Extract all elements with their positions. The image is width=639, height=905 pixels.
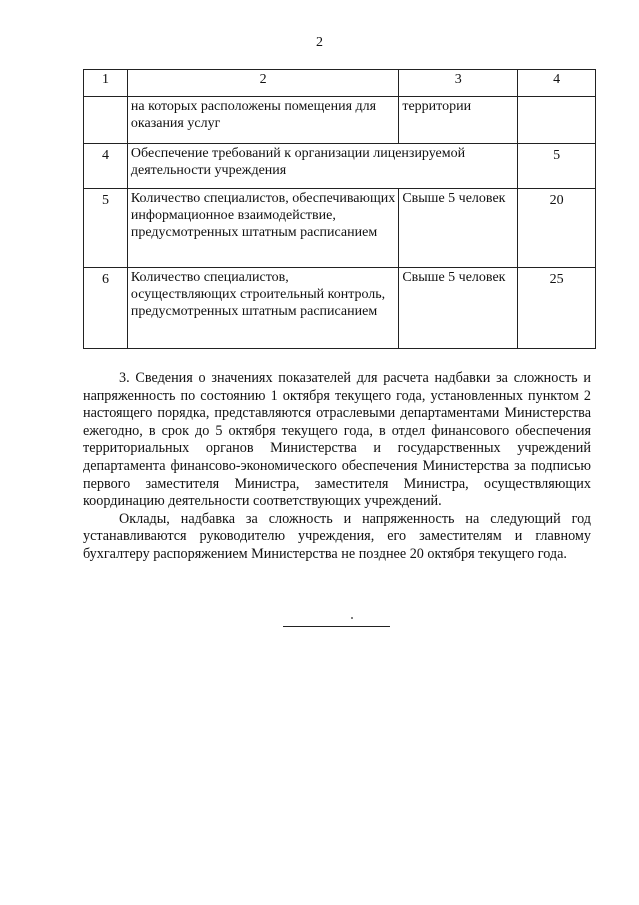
page-number: 2 xyxy=(316,35,323,50)
row-points: 20 xyxy=(518,189,596,268)
row-indicator: на которых расположены помещения для оказания услуг xyxy=(127,97,398,144)
paragraph-salaries: Оклады, надбавка за сложность и напряженность на следующий год устанавливаются руководителю учреждения, его заместителям и главному бухгалтеру распоряжением Министерства не позднее 20 октября текущего года. xyxy=(83,510,591,562)
table-row xyxy=(84,144,596,189)
row-indicator: Количество специалистов, обеспечивающих информационное взаимодействие, предусмотренных штатным расписанием xyxy=(127,189,398,268)
table-row xyxy=(84,189,596,268)
end-of-document-line xyxy=(283,626,390,627)
row-indicator: Обеспечение требований к организации лицензируемой деятельности учреждения xyxy=(127,144,517,189)
header-cell-col1: 1 xyxy=(84,70,128,97)
row-points: 5 xyxy=(518,144,596,189)
header-cell-col2: 2 xyxy=(127,70,398,97)
row-condition: Свыше 5 человек xyxy=(399,189,518,268)
row-indicator: Количество специалистов, осуществляющих строительный контроль, предусмотренных штатным расписанием xyxy=(127,268,398,349)
row-number: 6 xyxy=(84,268,128,349)
row-number: 4 xyxy=(84,144,128,189)
row-points xyxy=(518,97,596,144)
row-number xyxy=(84,97,128,144)
row-condition: территории xyxy=(399,97,518,144)
row-points: 25 xyxy=(518,268,596,349)
scan-speck xyxy=(351,617,353,619)
header-cell-col4: 4 xyxy=(518,70,596,97)
table-row xyxy=(84,97,596,144)
table-header-row xyxy=(84,70,596,97)
body-text xyxy=(83,370,591,564)
header-cell-col3: 3 xyxy=(399,70,518,97)
row-condition: Свыше 5 человек xyxy=(399,268,518,349)
table-row xyxy=(84,268,596,349)
row-number: 5 xyxy=(84,189,128,268)
indicators-table xyxy=(83,69,596,349)
paragraph-3: 3. Сведения о значениях показателей для расчета надбавки за сложность и напряженность по состоянию 1 октября текущего года, установленных пунктом 2 настоящего порядка, представляются отраслевыми департаментами Министерства ежегодно, в срок до 5 октября текущего года, в отдел финансового обеспечения территориальных органов Министерства и государственных учреждений департамента финансово-экономического обеспечения Министерства за подписью первого заместителя Министра, заместителя Министра, осуществляющих координацию деятельности соответствующих учреждений. xyxy=(83,370,591,510)
